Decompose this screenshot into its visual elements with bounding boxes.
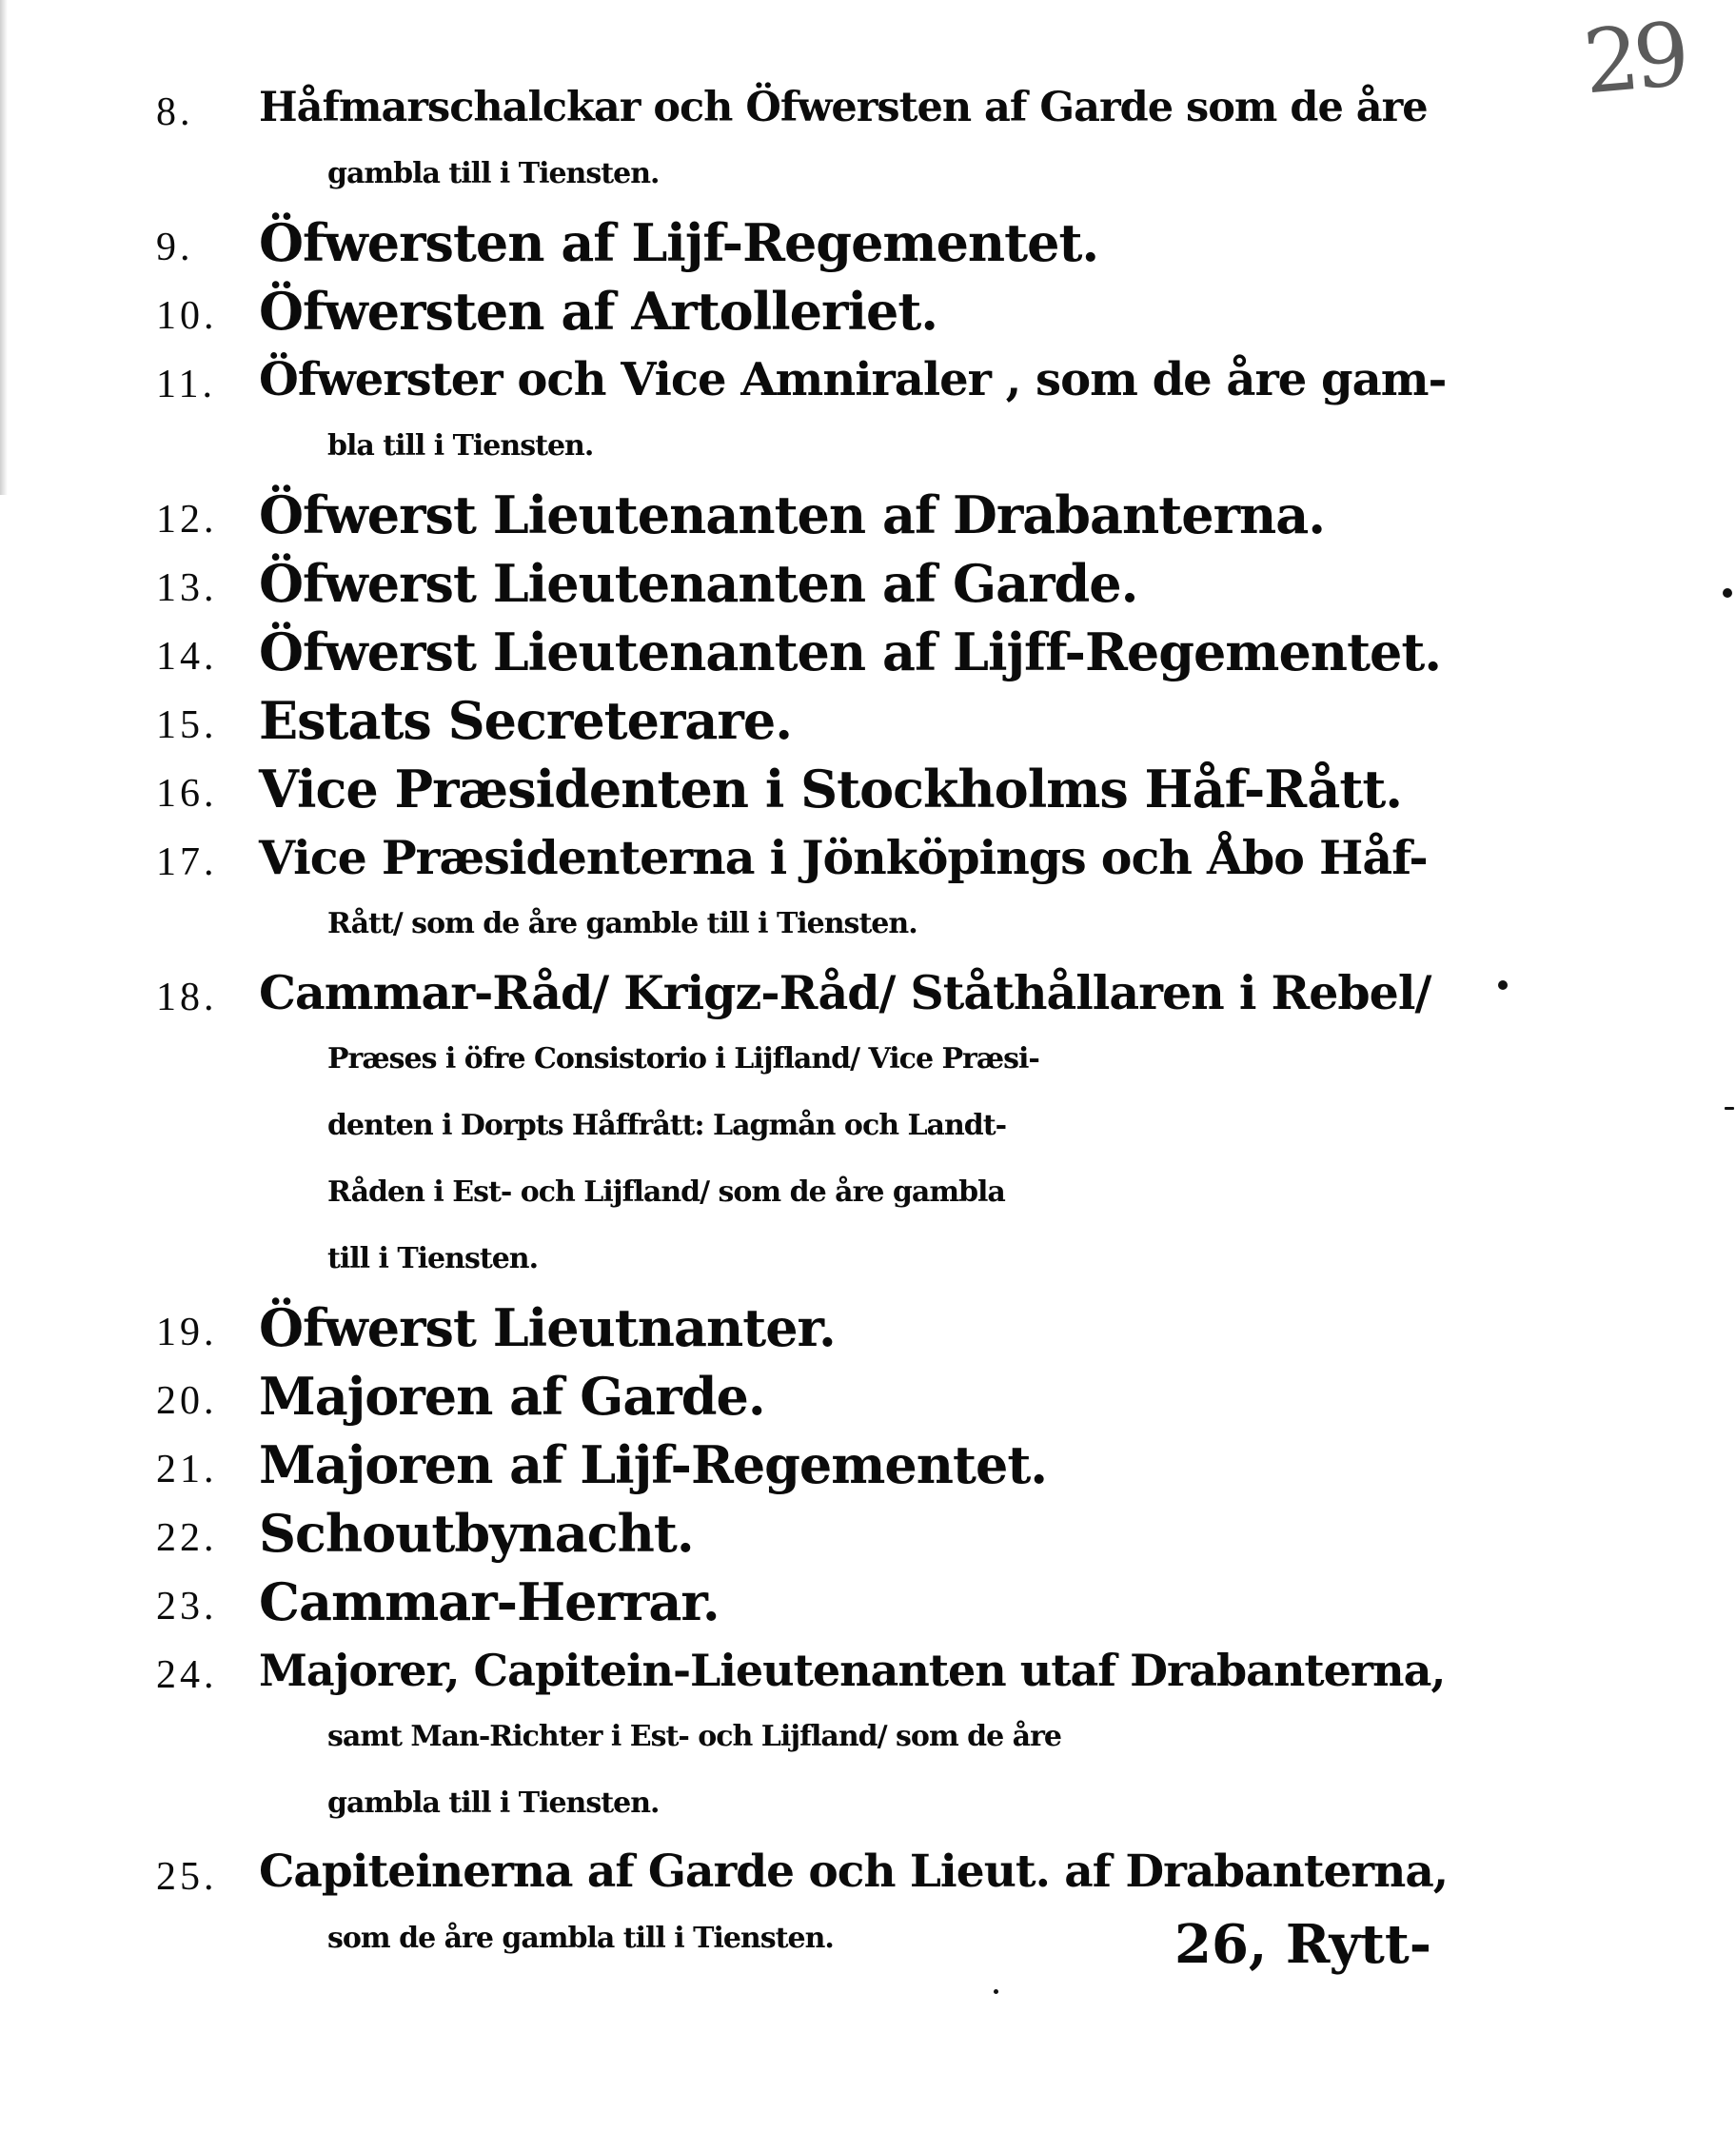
- entry-line: Råden i Est- och Lijfland/ som de åre gambla: [327, 1175, 1005, 1209]
- list-entry: [156, 824, 1450, 957]
- entry-number: 20.: [156, 1379, 218, 1423]
- entry-line: Rått/ som de åre gamble till i Tiensten.: [327, 907, 917, 940]
- list-entry: [156, 74, 1450, 207]
- entry-text: [259, 1500, 1450, 1567]
- list-entry: [156, 1363, 1450, 1430]
- list-entry: [156, 1569, 1450, 1635]
- list-entry: [156, 1294, 1450, 1361]
- list-entry: [156, 687, 1450, 754]
- page-number: 29: [1579, 3, 1688, 114]
- entry-line: Öfwerster och Vice Amniraler , som de åre gam-: [259, 353, 1447, 406]
- entry-line: Cammar-Herrar.: [259, 1571, 720, 1632]
- entry-number: 9.: [156, 226, 194, 269]
- list-entry: [156, 619, 1450, 685]
- list-entry: [156, 482, 1450, 548]
- list-entry: [156, 550, 1450, 617]
- entry-number: 21.: [156, 1448, 218, 1491]
- entry-line: samt Man-Richter i Est- och Lijfland/ som de åre: [327, 1720, 1061, 1753]
- entry-number: 11.: [156, 363, 216, 406]
- list-entry: [156, 756, 1450, 822]
- entry-line: till i Tiensten.: [327, 1242, 539, 1275]
- entry-line: Öfwersten af Lijf-Regementet.: [259, 212, 1099, 273]
- entry-number: 19.: [156, 1311, 218, 1354]
- entry-number: 23.: [156, 1585, 218, 1629]
- entry-line: Håfmarschalckar och Öfwersten af Garde som de åre: [259, 84, 1428, 131]
- entry-line: Öfwerst Lieutenanten af Drabanterna.: [259, 484, 1326, 545]
- list-entry: [156, 209, 1450, 276]
- entry-text: [259, 550, 1450, 617]
- entry-line: Præses i öfre Consistorio i Lijfland/ Vice Præsi-: [327, 1042, 1039, 1076]
- list-entry: [156, 346, 1450, 480]
- entry-line: Vice Præsidenten i Stockholms Håf-Rått.: [259, 759, 1403, 819]
- entry-number: 24.: [156, 1653, 218, 1697]
- entry-text: [259, 1431, 1450, 1498]
- entry-text: [259, 756, 1450, 822]
- entry-text: [259, 278, 1450, 345]
- entry-text: [259, 1294, 1450, 1361]
- precedence-list: [156, 74, 1450, 1974]
- entry-line: Majoren af Garde.: [259, 1366, 765, 1427]
- entry-line: denten i Dorpts Håffrått: Lagmån och Landt-: [327, 1109, 1007, 1142]
- ink-speck: [1725, 1107, 1734, 1110]
- entry-number: 13.: [156, 566, 218, 610]
- entry-text: [259, 482, 1450, 548]
- entry-line: Öfwerst Lieutenanten af Garde.: [259, 553, 1138, 614]
- entry-text: [259, 824, 1450, 957]
- entry-text: [259, 1569, 1450, 1635]
- entry-number: 15.: [156, 703, 218, 747]
- entry-line: Majoren af Lijf-Regementet.: [259, 1434, 1048, 1495]
- catchword: 26, Rytt-: [1174, 1913, 1431, 1976]
- ink-speck: [1723, 588, 1732, 598]
- entry-number: 22.: [156, 1516, 218, 1560]
- list-entry: [156, 1431, 1450, 1498]
- list-entry: [156, 1500, 1450, 1567]
- list-entry: [156, 959, 1450, 1293]
- entry-number: 18.: [156, 976, 218, 1019]
- entry-text: [259, 619, 1450, 685]
- entry-number: 17.: [156, 840, 218, 884]
- entry-number: 25.: [156, 1855, 218, 1899]
- entry-line: Öfwersten af Artolleriet.: [259, 281, 938, 342]
- page-edge-shadow: [0, 0, 8, 495]
- entry-line: Majorer, Capitein-Lieutenanten utaf Drabanterna,: [259, 1645, 1446, 1696]
- entry-line: gambla till i Tiensten.: [327, 1787, 660, 1820]
- entry-text: [259, 74, 1450, 207]
- list-entry: [156, 278, 1450, 345]
- entry-text: [259, 687, 1450, 754]
- entry-line: Öfwerst Lieutenanten af Lijff-Regementet.: [259, 622, 1442, 682]
- entry-line: Capiteinerna af Garde och Lieut. af Drabanterna,: [259, 1846, 1449, 1898]
- entry-line: som de åre gambla till i Tiensten.: [327, 1922, 834, 1955]
- entry-number: 14.: [156, 635, 218, 679]
- entry-line: Estats Secreterare.: [259, 690, 793, 751]
- entry-line: bla till i Tiensten.: [327, 429, 594, 463]
- entry-text: [259, 1363, 1450, 1430]
- ink-speck: [1498, 980, 1508, 990]
- entry-number: 12.: [156, 498, 218, 542]
- entry-number: 8.: [156, 90, 194, 134]
- entry-line: gambla till i Tiensten.: [327, 157, 660, 190]
- list-entry: [156, 1637, 1450, 1837]
- entry-line: Schoutbynacht.: [259, 1503, 694, 1564]
- entry-text: [259, 1637, 1450, 1837]
- entry-text: [259, 959, 1450, 1293]
- entry-line: Öfwerst Lieutnanter.: [259, 1297, 836, 1358]
- entry-text: [259, 209, 1450, 276]
- entry-line: Cammar-Råd/ Krigz-Råd/ Ståthållaren i Rebel/: [259, 965, 1431, 1020]
- entry-line: Vice Præsidenterna i Jönköpings och Åbo Håf-: [259, 830, 1428, 885]
- ink-speck: [994, 1989, 998, 1994]
- entry-number: 16.: [156, 772, 218, 816]
- entry-number: 10.: [156, 294, 218, 338]
- entry-text: [259, 346, 1450, 480]
